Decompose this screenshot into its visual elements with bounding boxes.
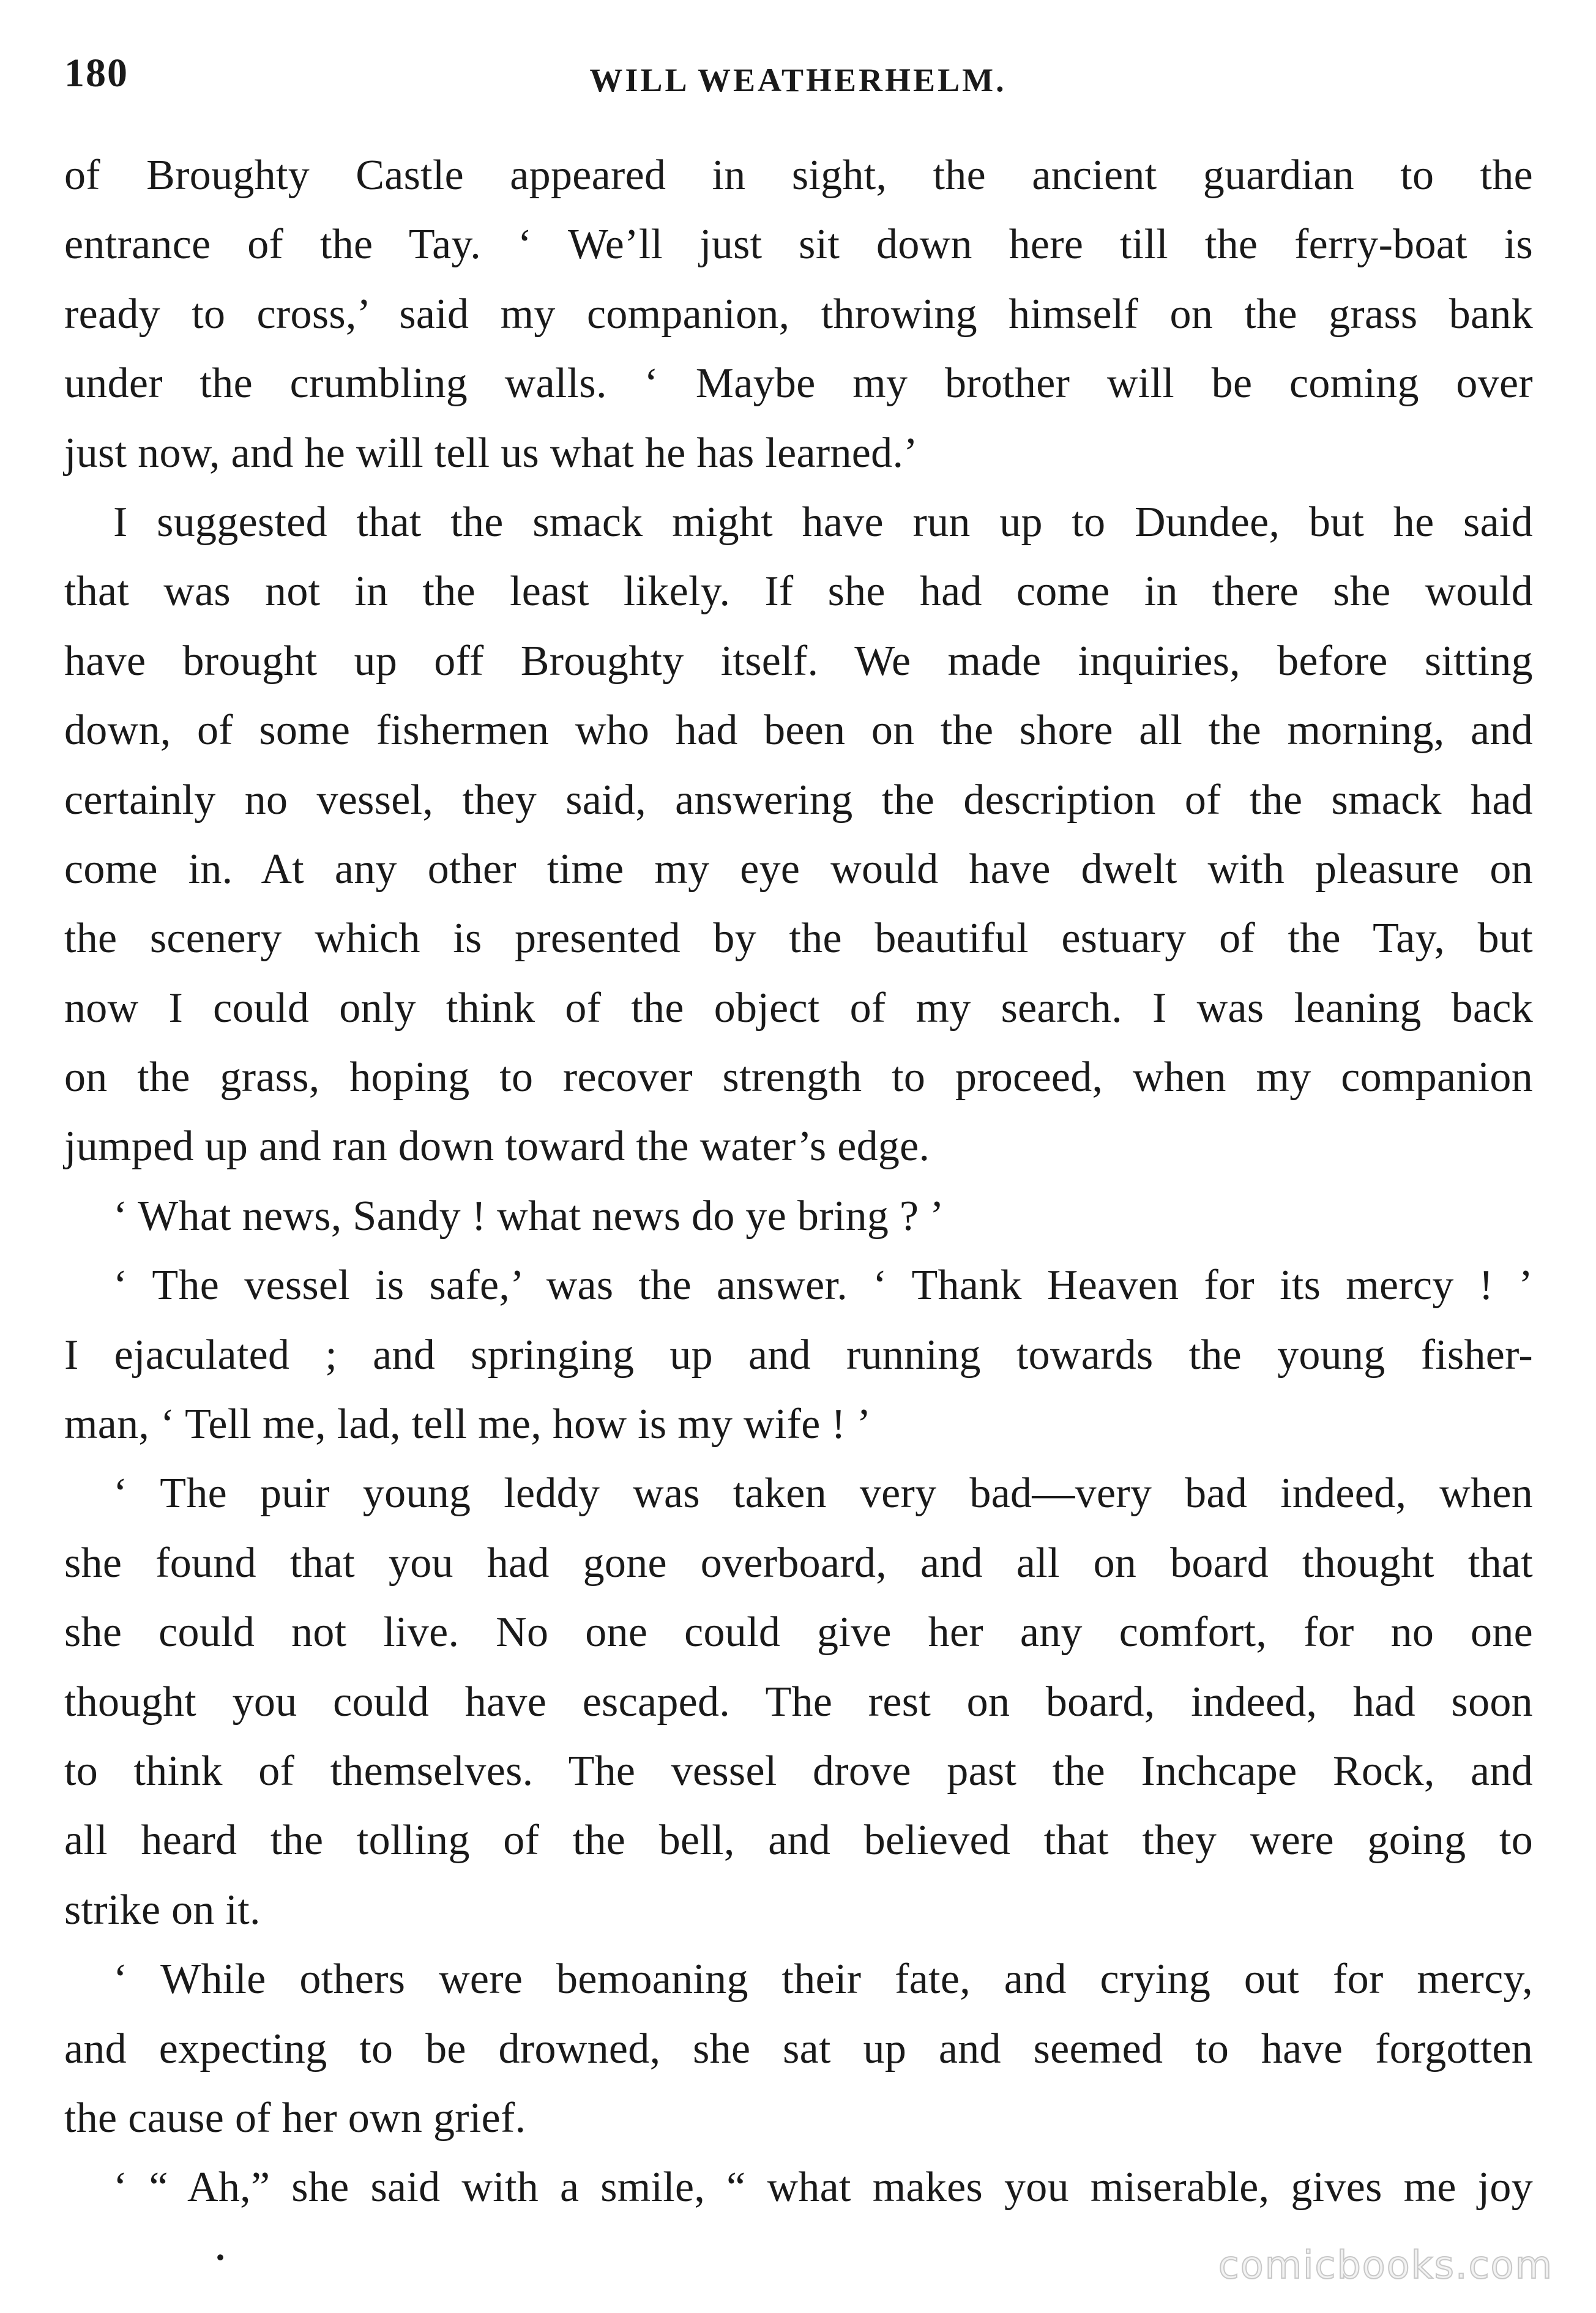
text-line: ‘ What news, Sandy ! what news do ye bring ? ’ (113, 1192, 944, 1240)
text-line: man, ‘ Tell me, lad, tell me, how is my wife ! ’ (64, 1401, 871, 1448)
text-line: have brought up off Broughty itself. We made inquiries, before sitting (64, 637, 1533, 685)
text-line: that was not in the least likely. If she had come in there she would (64, 568, 1533, 616)
text-line: and expecting to be drowned, she sat up and seemed to have forgotten (64, 2025, 1533, 2073)
page-number: 180 (64, 51, 129, 95)
body-text (64, 141, 1533, 2222)
text-line: entrance of the Tay. ‘ We’ll just sit down here till the ferry-boat is (64, 221, 1533, 269)
text-line: to think of themselves. The vessel drove past the Inchcape Rock, and (64, 1747, 1533, 1795)
text-line: ‘ While others were bemoaning their fate, and crying out for mercy, (113, 1956, 1533, 2003)
text-line: ‘ The puir young leddy was taken very bad—very bad indeed, when (113, 1470, 1533, 1518)
ink-speck: · (214, 2237, 227, 2278)
text-line: she could not live. No one could give her any comfort, for no one (64, 1609, 1533, 1656)
text-line: the scenery which is presented by the beautiful estuary of the Tay, but (64, 915, 1533, 963)
text-line: come in. At any other time my eye would have dwelt with pleasure on (64, 845, 1533, 893)
text-line: I ejaculated ; and springing up and running towards the young fisher- (64, 1331, 1533, 1379)
text-line: under the crumbling walls. ‘ Maybe my brother will be coming over (64, 360, 1533, 408)
text-line: all heard the tolling of the bell, and believed that they were going to (64, 1817, 1533, 1864)
text-line: on the grass, hoping to recover strength to proceed, when my companion (64, 1054, 1533, 1101)
text-line: jumped up and ran down toward the water’s edge. (64, 1123, 930, 1171)
text-line: ready to cross,’ said my companion, throwing himself on the grass bank (64, 290, 1533, 338)
text-line: she found that you had gone overboard, and all on board thought that (64, 1539, 1533, 1587)
text-line: ‘ The vessel is safe,’ was the answer. ‘ Thank Heaven for its mercy ! ’ (113, 1262, 1533, 1309)
text-line: certainly no vessel, they said, answering the description of the smack had (64, 776, 1533, 824)
text-line: strike on it. (64, 1886, 261, 1934)
text-line: the cause of her own grief. (64, 2094, 526, 2142)
running-title: WILL WEATHERHELM. (589, 62, 1007, 99)
text-line: ‘ “ Ah,” she said with a smile, “ what makes you miserable, gives me joy (113, 2164, 1533, 2211)
text-line: I suggested that the smack might have run up to Dundee, but he said (113, 498, 1533, 546)
watermark: comicbooks.com (1218, 2243, 1553, 2287)
text-line: down, of some fishermen who had been on the shore all the morning, and (64, 707, 1533, 754)
text-line: of Broughty Castle appeared in sight, the ancient guardian to the (64, 152, 1533, 199)
text-line: now I could only think of the object of my search. I was leaning back (64, 984, 1533, 1032)
text-line: thought you could have escaped. The rest on board, indeed, had soon (64, 1678, 1533, 1726)
text-line: just now, and he will tell us what he has learned.’ (64, 429, 918, 477)
